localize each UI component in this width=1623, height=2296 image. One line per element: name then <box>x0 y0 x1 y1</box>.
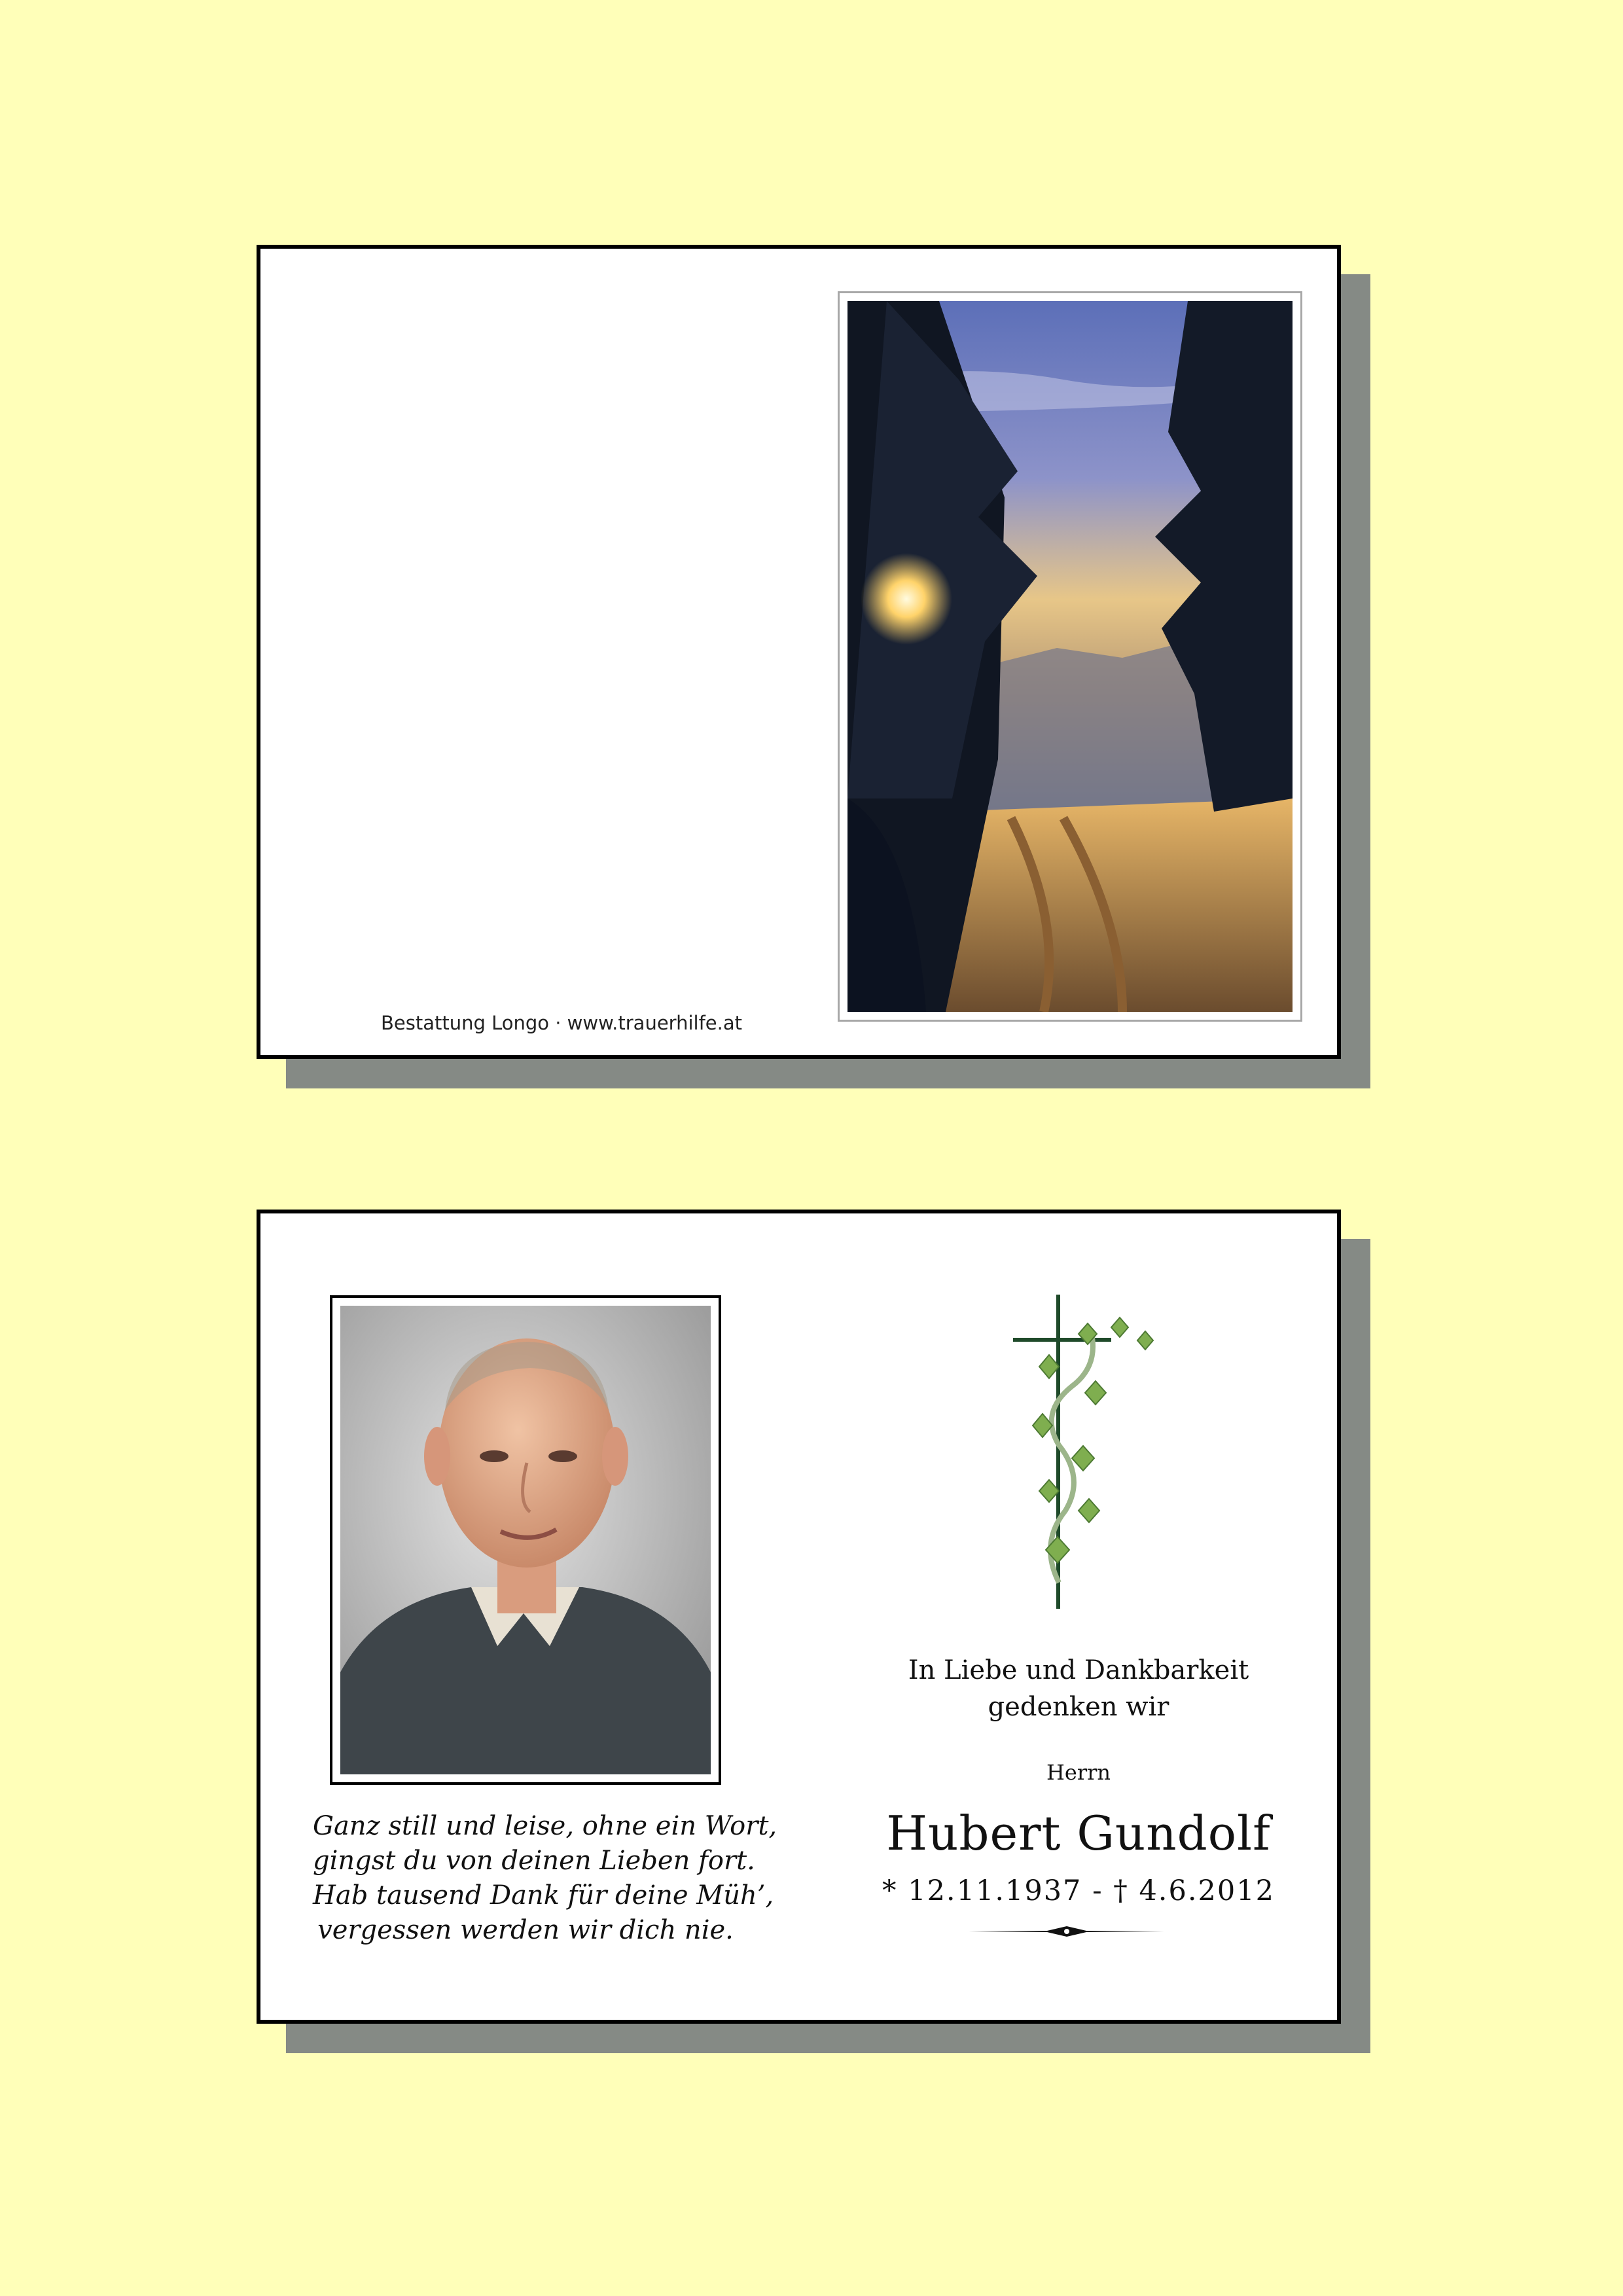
poem-line: Ganz still und leise, ohne ein Wort, <box>313 1811 777 1841</box>
honorific: Herrn <box>1046 1760 1111 1785</box>
cross-with-ivy-icon <box>1013 1295 1183 1609</box>
dedication-text <box>882 1652 1275 1725</box>
poem-line: vergessen werden wir dich nie. <box>317 1915 734 1945</box>
funeral-home-footer: Bestattung Longo · www.trauerhilfe.at <box>380 1012 742 1034</box>
portrait-of-deceased-image <box>340 1306 711 1774</box>
dedication-line: In Liebe und Dankbarkeit <box>908 1655 1249 1685</box>
portrait-photo <box>330 1295 721 1785</box>
inside-card <box>257 1210 1341 2024</box>
winter-sunset-landscape-image <box>847 301 1293 1012</box>
memorial-poem <box>313 1809 777 1948</box>
life-dates: * 12.11.1937 - † 4.6.2012 <box>882 1874 1275 1907</box>
poem-line: Hab tausend Dank für deine Müh’, <box>313 1880 774 1910</box>
landscape-photo <box>838 291 1302 1022</box>
front-card <box>257 245 1341 1059</box>
poem-line: gingst du von deinen Lieben fort. <box>313 1846 755 1876</box>
dedication-line: gedenken wir <box>988 1692 1169 1722</box>
ornament-divider-icon <box>969 1925 1165 1938</box>
deceased-name: Hubert Gundolf <box>886 1806 1271 1861</box>
